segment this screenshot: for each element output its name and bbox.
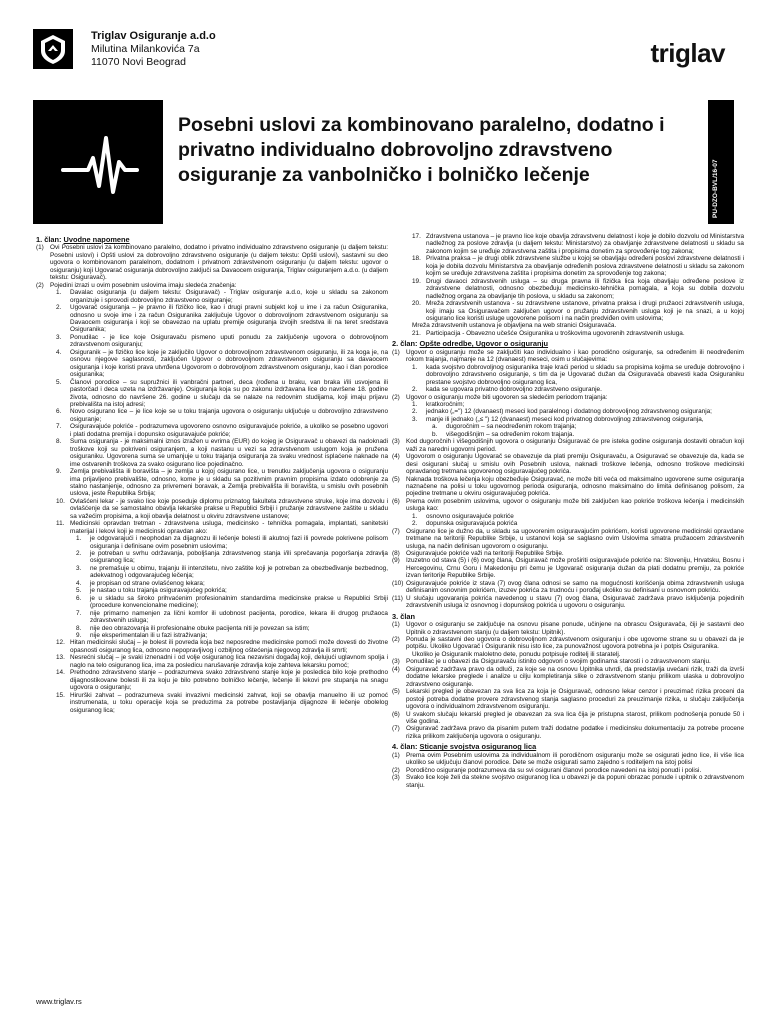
address-line2: 11070 Novi Beograd [91, 56, 186, 68]
sub-list-item: 3. manje ili jednako („≤ ") 12 (dvanaest) meseci kod privatnog dobrovoljnog zdravstvenog osiguranja, [412, 415, 704, 423]
list-item: 19. Drugi davaoci zdravstvenih usluga – su druga pravna ili fizička lica koja obavljaju određene poslove iz zdravstvene delatnosti, odnosno obezbeđuju medicinsko-tehnička pomagala, a koja su dobila dozvolu nadležnog organa za obavljanje tih poslova, u skladu sa zakonom; [412, 277, 744, 300]
paragraph: (5) Naknada troškova lečenja koju obezbeđuje Osiguravač, ne može biti veća od maksimalno ugovorene sume osiguranja naznačene na polisi u toku ugovornog perioda osiguranja, odnosno maksimalno do limita definisanog polisom, za pojedine tretmane u okviru osiguravajućeg pokrića. [392, 475, 744, 498]
sub-list-item: 7. nije primarno namenjen za lični komfor ili udobnost pacijenta, porodice, lekara ili drugog pružaoca zdravstvenih usluga; [76, 609, 388, 625]
list-item: 8. Suma osiguranja - je maksimalni iznos izražen u evrima (EUR) do kojeg je Osiguravač u obavezi da nadoknadi troškove koji su pokriveni osiguranjem, a koji nastanu u vezi sa zdravstvenom uslugom koja je pružena osiguraniku. Ugovorena suma se umanjuje u toku trajanja osiguranja za svaku vrednost isplaćene naknade na ime ostvarenih troškova za svako osigurano lice pojedinačno. [56, 438, 388, 468]
sub-list-item: 1. kada svojstvo dobrovoljnog osiguranika traje kraći period u skladu sa propisima kojima se uređuje dobrovoljno i dobrovoljno zdravstveno osiguranje, s tim da je Ugovarač dužan da Osiguravača obavesti kada Osiguraniku prestane svojstvo dobrovoljno osiguranog lica, [412, 363, 744, 386]
sub-sub-list-item: b. višegodišnjim – sa određenim rokom trajanja. [432, 430, 575, 438]
sub-list-item: 4. je propisan od strane ovlašćenog lekara; [76, 579, 205, 587]
paragraph: (4) Ugovorom o osiguranju Ugovarač se obavezuje da plati premiju Osiguravaču, a Osiguravač se obavezuje da, kada se desi osigurani slučaj u smislu ovih Posebnih uslova, naknadi troškove lečenja, odnosno troškove medicinski opravdanog tretmana ugovorenog osiguravajućeg pokrića. [392, 453, 744, 476]
list-item: 17. Zdravstvena ustanova – je pravno lice koje obavlja zdravstvenu delatnost i koje je dobilo dozvolu od Ministarstva nadležnog za poslove zdravlja (u daljem tekstu: Ministarstvo) za obavljanje zdravstvene delatnosti u skladu sa zakonom kojim se uređuje zdravstvena zaštita i propisima donetim za sprovođenje tog zakona; [412, 233, 744, 255]
paragraph: (1) Ovi Posebni uslovi za kombinovano paralelno, dodatno i privatno individualno zdravstveno osiguranje (u daljem tekstu: Posebni uslovi) i Opšti uslovi za dobrovoljno zdravstveno osiguranje (u daljem tekstu: Opšti uslovi), sastavni su deo ugovora o kombinovanom paralelnom, dodatnom i privatnom zdravstvenom osiguranju (u daljem tekstu: ugovor o osiguranju) koji Ugovarač osiguranja dobrovoljno zaključi sa Davaocem osiguranja, Triglav osiguranjem a.d.o. (u daljem tekstu: Osiguravač). [36, 244, 388, 282]
paragraph: (3) Svako lice koje želi da stekne svojstvo osiguranog lica u obavezi je da popuni obrazac ponude i upitnik o zdravstvenom stanju. [392, 774, 744, 789]
list-item: 3. Ponudilac - je lice koje Osiguravaču pismeno uputi ponudu za zaključenje ugovora o dobrovoljnom zdravstvenom osiguranju; [56, 333, 388, 349]
s3-note: Ukoliko je Osiguranik maloletno dete, ponudu potpisuje roditelj ili staratelj. [412, 650, 621, 658]
list-item: 9. Zemlja prebivališta ili boravišta – je zemlja u kojoj osigurano lice, u trenutku zaključenja ugovora o osiguranju ima prijavljeno prebivalište, odnosno, kome je u skladu sa pozitivnim pravnim propisima izdato odobrenje za stalno nastanjenje, odnosno za privremeni boravak, a Zemlja prebivališta ili boravišta, u smislu ovih posebnih uslova, jeste Republika Srbija; [56, 468, 388, 498]
sub-list-item: 2. je potreban u svrhu održavanja, poboljšanja zdravstvenog stanja i/ili sprečavanja pogoršanja zdravlja osiguranog lica; [76, 550, 388, 565]
paragraph: (6) Prema ovim posebnim uslovima, ugovor o osiguranju može biti zaključen kao pokriće troškova lečenja i medicinskih usluga kao: [392, 497, 744, 513]
section-2-heading: 2. član: Opšte odredbe, Ugovor o osiguranju [392, 339, 549, 349]
paragraph: (8) Osiguravajuće pokriće važi na teritoriji Republike Srbije. [392, 550, 564, 558]
paragraph: (2) Ponuda je sastavni deo ugovora o dobrovoljnom zdravstvenom osiguranju i obe ugovorne strane su u obavezi da je potpišu. Ukoliko Ugovarač i Osiguranik nisu isto lice, za punovažnost ugovora potrebna je i potpis Osiguranika. [392, 636, 744, 651]
list-item: 14. Prethodno zdravstveno stanje – podrazumeva svako zdravstveno stanje koje je posledica bilo koje prethodno dijagnostikovane bolesti ili za koju je bilo potrebno bolničko lečenje, lečenje ili lekovi pre stupanja na snagu ugovora o osiguranju; [56, 669, 388, 692]
network-note: Mreža zdravstvenih ustanova je objavljena na web stranici Osiguravača. [412, 322, 617, 330]
brand-wordmark: triglav [650, 38, 725, 68]
paragraph: (7) Osigurano lice je dužno da, u skladu sa ugovorenim osiguravajućim pokrićem, koristi ugovorene medicinski opravdane tretmane na teritoriji Republike Srbije, u ustanovi koja se saglasno ovim Uslovima smatra pružaocem zdravstvenih usluga, na način definisan ugovorom o osiguranju. [392, 527, 744, 550]
sub-sub-list-item: a. dugoročnim – sa neodređenim rokom trajanja; [432, 423, 577, 431]
sub-list-item: 1. kratkoročnim; [412, 400, 465, 408]
doc-code: PU-DZO-BVL/16-07 [712, 159, 719, 218]
section-1-heading: 1. član: Uvodne napomene [36, 235, 130, 244]
doc-code-strip [708, 100, 734, 224]
list-item: 21. Participacija - Obavezno učešće Osiguranika u troškovima ugovorenih zdravstvenih usluga. [412, 329, 685, 337]
sub-list-item: 8. nije deo obrazovanja ili profesionalne obuke pacijenta niti je povezan sa istim; [76, 624, 310, 632]
sub-list-item: 2. dopunska osiguravajuća pokrića [412, 520, 518, 528]
list-item: 12. Hitan medicinski slučaj – je bolest ili povreda koja bez neposredne medicinske pomoći može dovesti do životne opasnosti osiguranog lica, odnosno nepopravljivog i ozbiljnog oštećenja njegovog zdravlja ili smrti; [56, 639, 388, 654]
page-title: Posebni uslovi za kombinovano paralelno, dodatno i privatno individualno dobrovoljno zdravstveno osiguranje za vanbolničko i bolničko lečenje [178, 114, 665, 186]
paragraph: (4) Osiguravač zadržava pravo da odluči, za koje se na osnovu Upitnika utvrdi, da predstavlja uvećani rizik, traži da izvrši dodatne lekarske preglede i analize u cilju kompletiranja slike o zdravstvenom stanju prilikom ulaska u dobrovoljno zdravstveno osiguranje. [392, 665, 744, 688]
paragraph: (9) Izuzetno od stava (5) i (6) ovog člana, Osiguravač može proširiti osiguravajuće pokriće na: Sloveniju, Hrvatsku, Bosnu i Hercegovinu, Crnu Goru i Makedoniju pri čemu je Ugovarač osiguranja dužan da plati dodatnu premiju, za pokriće izvan teritorije Republike Srbije. [392, 557, 744, 580]
list-item: 11. Medicinski opravdan tretman - zdravstvena usluga, medicinsko - tehnička pomagala, implantati, sanitetski materijal i lekovi koji je medicinski opravdan ako: [56, 520, 388, 535]
list-item: 18. Privatna praksa – je drugi oblik zdravstvene službe u kojoj se obavljaju određeni poslovi zdravstvene delatnosti i koja je dobila dozvolu Ministarstva za obavljanje određenih poslova zdravstvene delatnosti u skladu sa zakonom kojim se uređuje zdravstvena zaštita i propisima donetim za sprovođenje tog zakona; [412, 255, 744, 278]
sub-list-item: 5. je nastao u toku trajanja osiguravajućeg pokrića; [76, 587, 227, 595]
sub-list-item: 3. ne premašuje u obimu, trajanju ili intenzitetu, nivo zaštite koji je potreban za obezbeđivanje bezbednog, adekvatnog i odgovarajućeg lečenja; [76, 564, 388, 580]
paragraph: (1) Prema ovim Posebnim uslovima za individualnom ili porodičnom osiguranju može se osigurati jedno lice, ili više lica ukoliko se uključuju članovi porodice. Dete se može osigurati samo zajedno s roditeljem na istoj polisi [392, 751, 744, 767]
section-3-heading: 3. član [392, 611, 416, 621]
paragraph: (7) Osiguravač zadržava pravo da pisanim putem traži dodatne podatke i medicinsku dokumentaciju za potrebe procene rizika prilikom zaključenja ugovora o osiguranju. [392, 725, 744, 740]
paragraph: (2) Ugovor o osiguranju može biti ugovoren sa sledećim periodom trajanja: [392, 393, 608, 401]
sub-list-item: 9. nije eksperimentalan ili u fazi istraživanja; [76, 632, 208, 640]
address-line1: Milutina Milankovića 7a [91, 43, 200, 55]
paragraph: (5) Lekarski pregled je obavezan za sva lica za koja je Osiguravač, odnosno lekar cenzor i preuzimač rizika proceni da postoji potreba dodatne provere zdravstvenog stanja saglasno proceduri za preuzimanje rizika, u slučaju zaključenja ugovora o individualnom zdravstvenom osiguranju. [392, 688, 744, 711]
list-item: 2. Ugovarač osiguranja – je pravno ili fizičko lice, kao i drugi pravni subjekt koji u ime i za račun Osiguranika, odnosno u svoje ime i za račun Osiguranika zaključuje Ugovor o dobrovoljnom zdravstvenom osiguranju sa Davaocem osiguranja i koji se obavezao na uplatu premije osiguranja izvojih sredstva ili na teret sredstava Osiguranika; [56, 304, 388, 334]
list-item: 20. Mreža zdravstvenih ustanova - su zdravstvene ustanove, privatna praksa i drugi pružaoci zdravstvenih usluga, koji imaju sa Osiguravačem zaključen ugovor o pružanju zdravstvenih usluga koji je na snazi, a u kojoj osigurano lice koristi usluge ugovorene polisom i na način predviđen ovim uslovima; [412, 300, 744, 322]
heartbeat-icon [33, 100, 163, 224]
paragraph: (3) Kod dugoročnih i višegodišnjih ugovora o osiguranju Osiguravač će pre isteka godine osiguranja dostaviti obračun koji važi za naredni ugovorni period. [392, 438, 744, 453]
paragraph: (1) Ugovor o osiguranju može se zaključiti kao individualno i kao porodično osiguranje, sa određenim ili neodređenim rokom trajanja, najmanje na 12 (dvanaest) meseci, osim u slučajevima: [392, 348, 744, 364]
sub-list-item: 1. osnovno osiguravajuće pokriće [412, 512, 514, 520]
company-info [91, 30, 216, 69]
company-name: Triglav Osiguranje a.d.o [91, 30, 216, 42]
right-column [392, 233, 744, 789]
section-4-heading: 4. član: Sticanje svojstva osiguranog lica [392, 742, 537, 752]
paragraph: (11) U slučaju ugovaranja pokrića navedenog u stavu (7) ovog člana, Osiguravač zadržava pravo isključenja pojedinih zdravstvenih usluga iz osnovnog i dopunskog pokrića u ugovoru o osiguranju. [392, 594, 744, 610]
left-column [36, 233, 388, 714]
list-item: 7. Osiguravajuće pokriće - podrazumeva ugovoreno osnovno osiguravajuće pokriće, a ukoliko se posebno ugovori i plati dodatna premija i dopunsko osiguravajuće pokriće; [56, 423, 388, 438]
triglav-logo-icon [33, 29, 73, 69]
paragraph: (10) Osiguravajuće pokriće iz stava (7) ovog člana odnosi se samo na mogućnosti korišćenja obima zdravstvenih usluga definisanim osnovnim pokrićem, izuzev pokrića za trudnoću i porođaj ukoliko su definisani u osnovnom pokriću. [392, 579, 744, 595]
footer-url: www.triglav.rs [36, 997, 82, 1006]
sub-list-item: 1. je odgovarajući i neophodan za dijagnozu ili lečenje bolesti ili akutnoj fazi ili povrede pokrivene polisom osiguranja i definisane ovim posebnim uslovima; [76, 535, 388, 550]
paragraph: (6) U svakom slučaju lekarski pregled je obavezan za sva lica čija je pristupna starost, prilikom podnošenja ponude 50 i više godina. [392, 710, 744, 725]
paragraph: (2) Pojedini izrazi u ovim posebnim uslovima imaju sledeća značenja: [36, 281, 237, 289]
paragraph: (2) Porodično osiguranje podrazumeva da su svi osigurani članovi porodice navedeni na istoj ponudi i polisi. [392, 766, 702, 774]
list-item: 5. Članovi porodice – su supružnici ili vanbračni partneri, deca (rođena u braku, van braka i/ili usvojena ili pastorčad i deca uzeta na izdržavanje). Osiguranja koja su po zakonu izdržavana lice do navršene 18. godine života, odnosno do navršene 26. godine u slučaju da se nalaze na redovnim studijama, koji imaju prijavu prebivališta na istoj adresi; [56, 378, 388, 408]
list-item: 6. Novo osigurano lice – je lice koje se u toku trajanja ugovora o osiguranju uključuje u dobrovoljno zdravstveno osiguranje; [56, 408, 388, 423]
sub-list-item: 2. jednako („=") 12 (dvanaest) meseci kod paralelnog i dodatnog dobrovoljnog zdravstvenog osiguranja; [412, 408, 712, 416]
sub-list-item: 6. je u skladu sa široko prihvaćenim profesionalnim standardima medicinske prakse u Republici Srbiji (procedure konvencionalne medicine); [76, 594, 388, 610]
paragraph: (1) Ugovor o osiguranju se zaključuje na osnovu pisane ponude, učinjene na obrascu Osiguravača, čiji je sastavni deo Upitnik o zdravstvenom stanju (u daljem tekstu: Upitnik). [392, 621, 744, 636]
list-item: 1. Davalac osiguranja (u daljem tekstu: Osiguravač) - Triglav osiguranje a.d.o, koje u skladu sa zakonom organizuje i sprovodi dobrovoljno zdravstveno osiguranje; [56, 289, 388, 304]
sub-list-item: 2. kada se ugovara privatno dobrovoljno zdravstveno osiguranje. [412, 386, 602, 394]
list-item: 13. Nesrećni slučaj – je svaki iznenadni i od volje osiguranog lica nezavisni događaj koji, delujući uglavnom spolja i naglo na telo osiguranog lica, ima za posledicu narušavanje zdravlja koje zahteva lekarsku pomoć; [56, 654, 388, 669]
list-item: 15. Hirurški zahvat – podrazumeva svaki invazivni medicinski zahvat, koji se obavlja manuelno ili uz pomoć instrumenata, u toku operacije koja se preduzima za potrebe postavljanja dijagnoze ili lečenje obolelog osiguranog lica; [56, 691, 388, 714]
paragraph: (3) Ponudilac je u obavezi da Osiguravaču istinito odgovori o svojim godinama starosti i o zdravstvenom stanju. [392, 658, 711, 666]
list-item: 4. Osiguranik – je fizičko lice koje je zaključilo Ugovor o dobrovoljnom zdravstvenom osiguranju, ili za koga je, na osnovu njegove saglasnosti, zaključen Ugovor o dobrovoljnom zdravstvenom osiguranju sa davaocem osiguranja i koje koristi prava utvrđena Ugovorom o dobrovoljnom zdravstvenom osiguranju, kao i član porodice osiguranika; [56, 348, 388, 379]
list-item: 10. Ovlašćeni lekar - je svako lice koje poseduje diplomu priznatog fakulteta zdravstvene struke, koje ima dozvolu i ovlašćenje da se samostalno obavlja lekarske prakse u Republici Srbiji i pružanje zdravstvene zaštite u skladu sa važećim propisima, a koji obavlja delatnost u okviru zdravstvene ustanove; [56, 497, 388, 520]
